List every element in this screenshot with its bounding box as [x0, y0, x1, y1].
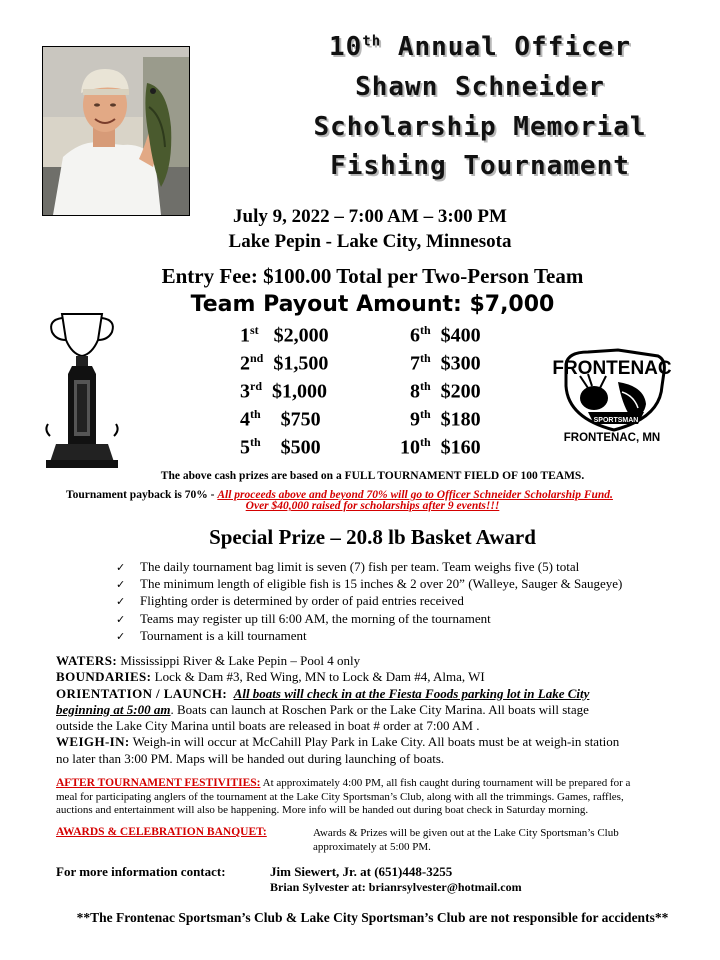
logo-city: FRONTENAC, MN — [563, 432, 661, 444]
orientation-line — [56, 686, 696, 702]
prize-7: 7th $300 — [410, 351, 481, 375]
awards-text-2: approximately at 5:00 PM. — [313, 840, 431, 853]
boundaries-text: Lock & Dam #3, Red Wing, MN to Lock & Dam #4, Alma, WI — [151, 669, 485, 685]
orientation-emphasis-2: beginning at 5:00 am — [56, 701, 171, 717]
boundaries-line — [56, 669, 696, 685]
disclaimer: **The Frontenac Sportsman’s Club & Lake City Sportsman’s Club are not responsible for accidents** — [76, 910, 669, 925]
check-icon: ✓ — [116, 561, 126, 574]
awards-text-1: Awards & Prizes will be given out at the Lake City Sportsman’s Club — [313, 827, 619, 839]
orientation-line-3: outside the Lake City Marina until boats are released in boat # order at 7:00 AM . — [56, 718, 480, 734]
list-item: ✓ Tournament is a kill tournament — [116, 628, 622, 645]
festivities-text-2: meal for participating anglers of the tournament at the Lake City Sportsman’s Club, along with all the trimmings. Games, raffles, — [56, 790, 624, 803]
check-icon: ✓ — [116, 629, 126, 643]
field-note: The above cash prizes are based on a FULL TOURNAMENT FIELD OF 100 TEAMS. — [160, 470, 585, 482]
event-date-time: July 9, 2022 – 7:00 AM – 3:00 PM — [233, 206, 507, 227]
festivities-text-1: At approximately 4:00 PM, all fish caught during tournament will be prepared for a — [260, 777, 631, 789]
prize-4: 4th $750 — [240, 407, 321, 431]
waters-text: Mississippi River & Lake Pepin – Pool 4 only — [117, 653, 361, 668]
prize-3: 3rd $1,000 — [240, 379, 327, 403]
list-item: ✓ Flighting order is determined by order of paid entries received — [116, 593, 622, 610]
orientation-label: ORIENTATION / LAUNCH: — [56, 685, 228, 701]
prize-6: 6th $400 — [410, 323, 481, 347]
prize-9: 9th $180 — [410, 407, 481, 431]
weigh-in-label: WEIGH-IN: — [56, 734, 130, 750]
weigh-in-text: Weigh-in will occur at McCahill Play Park in Lake City. All boats must be at weigh-in station — [129, 734, 620, 750]
list-item: ✓ The minimum length of eligible fish is 15 inches & 2 over 20” (Walleye, Sauger & Saugeye) — [116, 576, 622, 593]
payback-red-2: Over $40,000 raised for scholarships after 9 events!!! — [245, 500, 500, 512]
logo-banner: SPORTSMAN — [593, 417, 639, 424]
contact-person-1: Jim Siewert, Jr. at (651)448-3255 — [270, 864, 453, 879]
logo-name: FRONTENAC — [552, 358, 672, 379]
title-line-3: Scholarship Memorial — [313, 112, 647, 142]
details-section — [56, 653, 696, 767]
contact-label: For more information contact: — [56, 864, 226, 879]
title-line-2: Shawn Schneider — [355, 72, 605, 102]
orientation-line-2 — [56, 702, 696, 718]
title-text: Annual Officer — [381, 32, 631, 62]
entry-fee: Entry Fee: $100.00 Total per Two-Person Team — [161, 264, 584, 288]
prize-10: 10th $160 — [400, 435, 481, 459]
contact-person-2: Brian Sylvester at: brianrsylvester@hotmail.com — [270, 880, 522, 894]
waters-line — [56, 653, 696, 669]
weigh-in-line-2: no later than 3:00 PM. Maps will be handed out during launching of boats. — [56, 750, 445, 766]
festivities-text-3: auctions and entertainment will also be happening. More info will be handed out during boat check in Saturday morning. — [56, 804, 589, 817]
list-item: ✓ The daily tournament bag limit is seven (7) fish per team. Team weighs five (5) total — [116, 559, 622, 576]
prize-5: 5th $500 — [240, 435, 321, 459]
special-prize: Special Prize – 20.8 lb Basket Award — [209, 525, 536, 549]
weigh-in-line — [56, 734, 696, 750]
trophy-icon — [36, 310, 128, 470]
awards-text — [313, 827, 619, 854]
title-suffix: th — [362, 33, 382, 50]
title-number: 10 — [329, 32, 363, 62]
check-icon: ✓ — [116, 578, 126, 592]
prize-8: 8th $200 — [410, 379, 481, 403]
boundaries-label: BOUNDARIES: — [56, 669, 152, 685]
event-location: Lake Pepin - Lake City, Minnesota — [228, 231, 512, 252]
festivities-section — [56, 777, 716, 818]
payout-amount: Team Payout Amount: $7,000 — [190, 292, 555, 317]
title-line-1 — [240, 32, 720, 62]
prize-1: 1st $2,000 — [240, 323, 329, 347]
title-line-4: Fishing Tournament — [330, 151, 630, 181]
prize-2: 2nd $1,500 — [240, 351, 329, 375]
orientation-text: . Boats can launch at Roschen Park or the Lake City Marina. All boats will stage — [170, 701, 589, 717]
payback-prefix: Tournament payback is 70% - — [66, 489, 218, 501]
festivities-label: AFTER TOURNAMENT FESTIVITIES: — [56, 777, 261, 789]
angler-photo — [42, 46, 190, 216]
orientation-emphasis: All boats will check in at the Fiesta Foods parking lot in Lake City — [233, 685, 590, 701]
check-icon: ✓ — [116, 612, 126, 626]
awards-label: AWARDS & CELEBRATION BANQUET: — [56, 826, 267, 838]
rules-list — [116, 559, 622, 645]
list-item: ✓ Teams may register up till 6:00 AM, the morning of the tournament — [116, 611, 622, 628]
waters-label: WATERS: — [56, 653, 118, 668]
payback-red-1: All proceeds above and beyond 70% will go to Officer Schneider Scholarship Fund. — [217, 489, 613, 501]
check-icon: ✓ — [116, 595, 126, 609]
